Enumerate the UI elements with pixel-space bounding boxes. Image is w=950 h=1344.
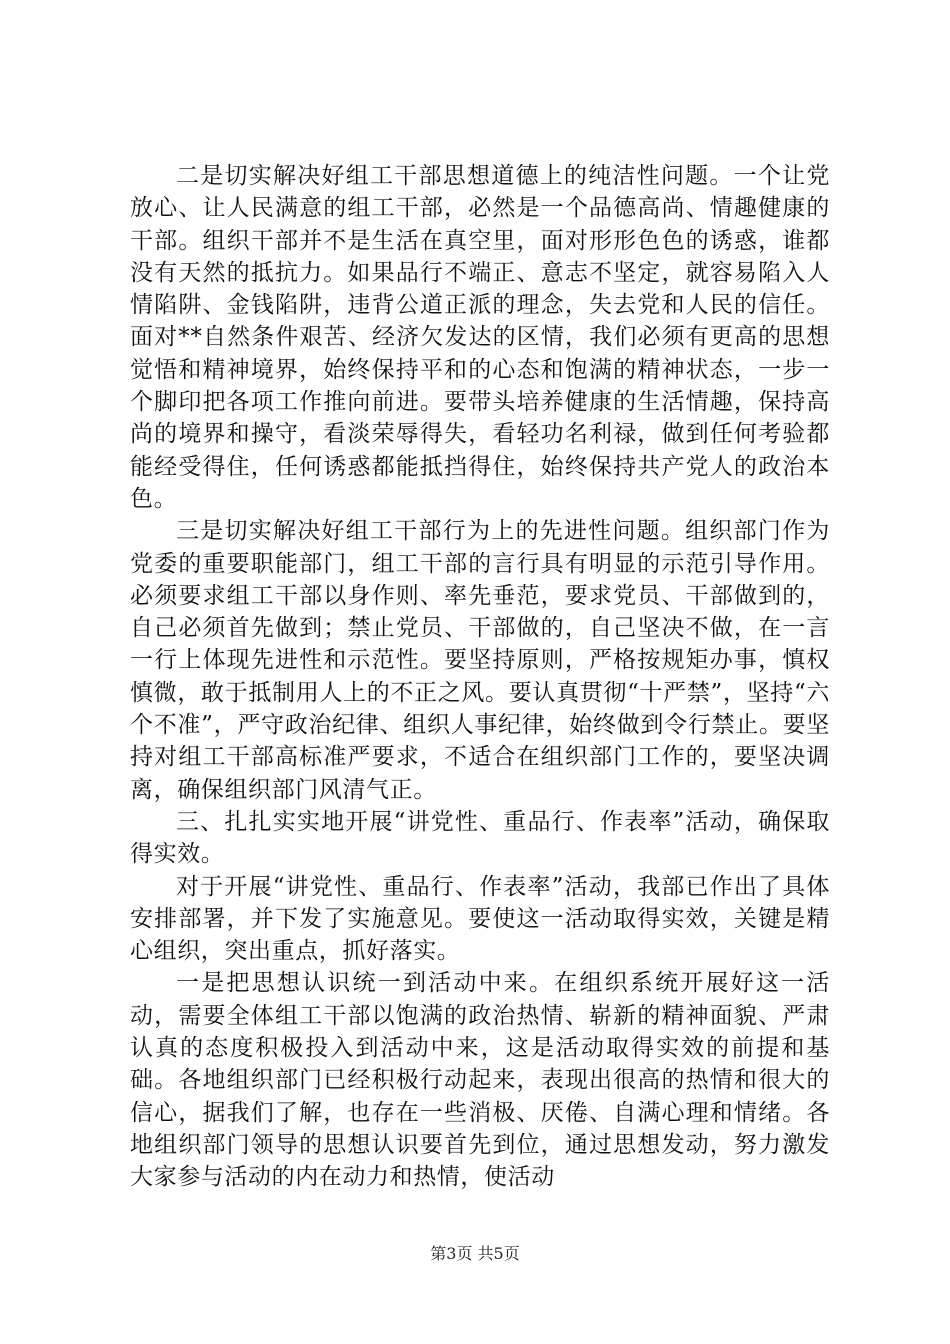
paragraph-purity: 二是切实解决好组工干部思想道德上的纯洁性问题。一个让党放心、让人民满意的组工干部，必然是一个品德高尚、情趣健康的干部。组织干部并不是生活在真空里，面对形形色色的诱惑，谁都没有天然的抵抗力。如果品行不端正、意志不坚定，就容易陷入人情陷阱、金钱陷阱，违背公道正派的理念，失去党和人民的信任。面对**自然条件艰苦、经济欠发达的区情，我们必须有更高的思想觉悟和精神境界，始终保持平和的心态和饱满的精神状态，一步一个脚印把各项工作推向前进。要带头培养健康的生活情趣，保持高尚的境界和操守，看淡荣辱得失，看轻功名利禄，做到任何考验都能经受得住，任何诱惑都能抵挡得住，始终保持共产党人的政治本色。 (130, 163, 830, 512)
page-number-footer: 第3页 共5页 (430, 1244, 520, 1263)
paragraph-thinking: 一是把思想认识统一到活动中来。在组织系统开展好这一活动，需要全体组工干部以饱满的政治热情、崭新的精神面貌、严肃认真的态度积极投入到活动中来，这是活动取得实效的前提和基础。各地组织部门已经积极行动起来，表现出很高的热情和很大的信心，据我们了解，也存在一些消极、厌倦、自满心理和情绪。各地组织部门领导的思想认识要首先到位，通过思想发动，努力激发大家参与活动的内在动力和热情，使活动 (130, 970, 830, 1191)
section-heading-three: 三、扎扎实实地开展“讲党性、重品行、作表率”活动，确保取得实效。 (130, 808, 830, 868)
document-body (130, 160, 830, 1194)
paragraph-advancement: 三是切实解决好组工干部行为上的先进性问题。组织部门作为党委的重要职能部门，组工干部的言行具有明显的示范引导作用。必须要求组工干部以身作则、率先垂范，要求党员、干部做到的，自己必须首先做到；禁止党员、干部做的，自己坚决不做，在一言一行上体现先进性和示范性。要坚持原则，严格按规矩办事，慎权慎微，敢于抵制用人上的不正之风。要认真贯彻“十严禁”，坚持“六个不准”，严守政治纪律、组织人事纪律，始终做到令行禁止。要坚持对组工干部高标准严要求，不适合在组织部门工作的，要坚决调离，确保组织部门风清气正。 (130, 518, 830, 803)
paragraph-arrangement: 对于开展“讲党性、重品行、作表率”活动，我部已作出了具体安排部署，并下发了实施意见。要使这一活动取得实效，关键是精心组织，突出重点，抓好落实。 (130, 873, 830, 965)
